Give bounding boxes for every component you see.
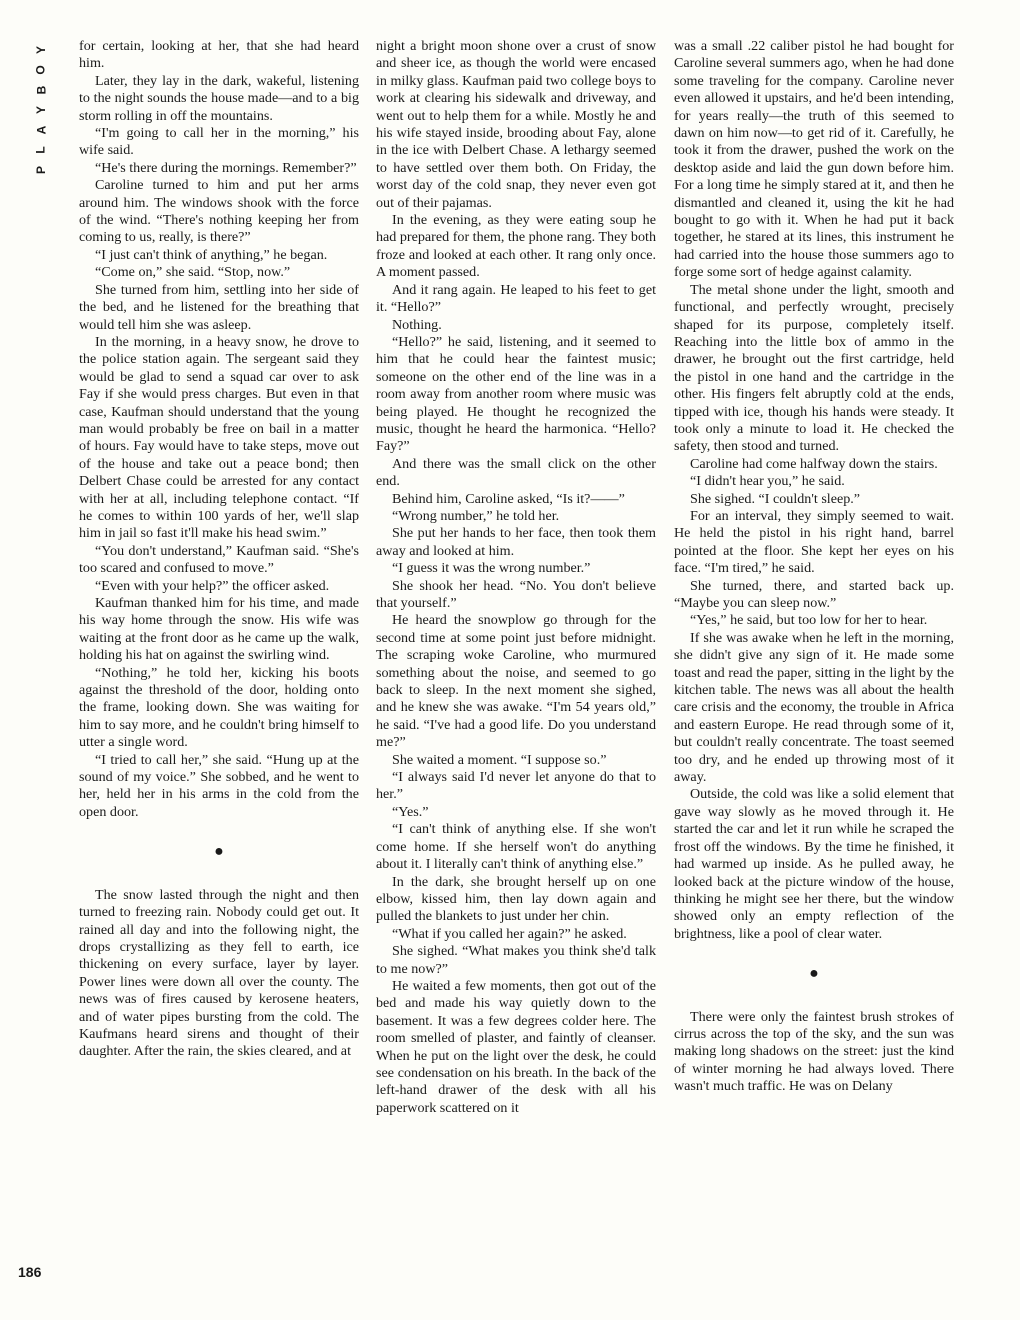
- paragraph: She turned, there, and started back up. “Maybe you can sleep now.”: [674, 577, 954, 611]
- paragraph: “I'm going to call her in the morning,” his wife said.: [79, 125, 359, 159]
- paragraph: Caroline turned to him and put her arms around him. The windows shook with the force of the wind. “There's nothing keeping her from coming to us, really, is there?”: [79, 177, 359, 246]
- masthead-letter: O: [34, 65, 48, 75]
- paragraph: Outside, the cold was like a solid element that gave way slowly as he moved through it. He started the car and let it run while he scraped the frost off the windows. By the time he finished, it had warmed up inside. As he pulled away, he looked back at the picture window of the house, thinking he might see her there, but the window showed only an empty reflection of the brightness, like a pool of clear water.: [674, 786, 954, 942]
- paragraph: “I didn't hear you,” he said.: [690, 473, 845, 490]
- paragraph: Kaufman thanked him for his time, and made his way home through the snow. His wife was waiting at the front door as he came up the walk, holding his hat on against the swirling wind.: [79, 595, 359, 664]
- text-column-1: [79, 38, 359, 1061]
- paragraph: was a small .22 caliber pistol he had bought for Caroline several summers ago, when he had done some traveling for the company. Caroline never even allowed it upstairs, and he'd been intending, for years really—the truth of this seemed to dawn on him now—to get rid of it. Carefully, he took it from the drawer, pushed the work on the desktop aside and laid the gun down before him. For a long time he simply stared at it, and then he dismantled and cleaned it, using the kit he had bought to go with it. When he had put it back together, he stared at its lines, this instrument he had carried into the house those summers ago to forge some sort of hedge against calamity.: [674, 38, 954, 281]
- paragraph: “He's there during the mornings. Remember?”: [95, 159, 357, 176]
- paragraph: “Nothing,” he told her, kicking his boots against the threshold of the door, holding onto the frame, looking down. She was waiting for him to say more, and he couldn't bring himself to utter a single word.: [79, 664, 359, 751]
- paragraph: Behind him, Caroline asked, “Is it?——”: [392, 490, 625, 507]
- magazine-masthead: [30, 40, 52, 180]
- paragraph: For an interval, they simply seemed to wait. He held the pistol in his right hand, barrel pointed at the floor. She kept her eyes on his face. “I'm tired,” he said.: [674, 507, 954, 577]
- paragraph: “I tried to call her,” she said. “Hung up at the sound of my voice.” She sobbed, and he went to her, held her in his arms in the cold from the open door.: [79, 751, 359, 820]
- paragraph: She sighed. “What makes you think she'd talk to me now?”: [376, 943, 656, 977]
- paragraph: “Even with your help?” the officer asked.: [95, 577, 330, 594]
- paragraph: “Yes,” he said, but too low for her to hear.: [690, 612, 928, 629]
- paragraph: In the morning, in a heavy snow, he drove to the police station again. The sergeant said they would be glad to send a squad car over to ask Fay if she would press charges. But even in that case, Kaufman should understand that the young man would probably be free on bail in a matter of hours. Fay would have to take steps, move out of the house and take out a peace bond; then Delbert Chase could be arrested for any contact with her at all, including telephone contact. “If he comes to within 100 yards of her, we'll slap him in jail so fast it'll make his head swim.”: [79, 333, 359, 542]
- paragraph: Caroline had come halfway down the stairs.: [690, 455, 938, 472]
- paragraph: She put her hands to her face, then took them away and looked at him.: [376, 525, 656, 559]
- paragraph: Nothing.: [392, 316, 442, 333]
- paragraph: And there was the small click on the other end.: [376, 455, 656, 490]
- paragraph: The snow lasted through the night and then turned to freezing rain. Nobody could get out. It rained all day and into the following night, the drops crystallizing as they fell to earth, ice thickening on every surface, layer by layer. Power lines were down all over the county. The news was of fires caused by kerosene heaters, and of water pipes bursting from the cold. The Kaufmans heard sirens and thought of their daughter. After the rain, the skies cleared, and at: [79, 886, 359, 1060]
- section-separator: ●: [214, 843, 224, 861]
- paragraph: And it rang again. He leaped to his feet to get it. “Hello?”: [376, 281, 656, 316]
- paragraph: He waited a few moments, then got out of the bed and made his way quietly down to the basement. It was a few degrees colder here. The room smelled of plaster, and faintly of cleanser. When he put on the light over the desk, he could see condensation on his breath. In the back of the left-hand drawer of the desk with all his paperwork scattered on it: [376, 977, 656, 1116]
- paragraph: He heard the snowplow go through for the second time at some point just before midnight. The scraping woke Caroline, who murmured something about the noise, and seemed to go back to sleep. In the next moment she sighed, and he knew she was awake. “I'm 54 years old,” he said. “I've had a good life. Do you understand me?”: [376, 612, 656, 751]
- paragraph: If she was awake when he left in the morning, she didn't give any sign of it. He made some toast and read the paper, sitting in the light by the kitchen table. The news was all about the health care crisis and the economy, the trouble in Africa and eastern Europe. He read through some of it, but couldn't really concentrate. The toast seemed too dry, and he ended up throwing most of it away.: [674, 629, 954, 786]
- paragraph: “I just can't think of anything,” he began.: [95, 246, 328, 263]
- paragraph: night a bright moon shone over a crust of snow and sheer ice, as though the world were encased in milky glass. Kaufman paid two college boys to work at clearing his sidewalk and driveway, and went out to help them for a while. Mostly he and his wife stayed inside, brooding about Fay, alone in the ice with Delbert Chase. A lethargy seemed to have settled over them both. On Friday, the worst day of the cold snap, they never even got out of their pajamas.: [376, 38, 656, 211]
- section-separator: ●: [809, 965, 819, 983]
- masthead-letter: A: [33, 125, 48, 135]
- text-column-2: [376, 38, 656, 1117]
- paragraph: “I always said I'd never let anyone do that to her.”: [376, 769, 656, 803]
- masthead-letter: L: [34, 146, 48, 154]
- paragraph: The metal shone under the light, smooth and functional, and perfectly wrought, precisely shaped for its purpose, completely itself. Reaching into the little box of ammo in the drawer, he brought out the first cartridge, held the pistol in one hand and the cartridge in the other. His fingers felt abruptly cold at the ends, tipped with ice, though his hands were steady. It took only a minute to load it. He checked the safety, then stood and turned.: [674, 281, 954, 455]
- paragraph: “I can't think of anything else. If she won't come home. If she herself won't do anything about it. I literally can't think of anything else.”: [376, 821, 656, 873]
- paragraph: for certain, looking at her, that she had heard him.: [79, 38, 359, 72]
- paragraph: She shook her head. “No. You don't believe that yourself.”: [376, 577, 656, 611]
- paragraph: “Come on,” she said. “Stop, now.”: [95, 264, 291, 281]
- text-column-3: [674, 38, 954, 1096]
- paragraph: “What if you called her again?” he asked.: [392, 925, 627, 942]
- paragraph: She waited a moment. “I suppose so.”: [392, 751, 607, 768]
- paragraph: “Yes.”: [392, 803, 429, 820]
- paragraph: She sighed. “I couldn't sleep.”: [690, 490, 861, 507]
- paragraph: In the dark, she brought herself up on one elbow, kissed him, then lay down again and pulled the blankets to just under her chin.: [376, 873, 656, 925]
- masthead-letter: P: [33, 165, 48, 175]
- paragraph: In the evening, as they were eating soup he had prepared for them, the phone rang. They both froze and looked at each other. It rang only once. A moment passed.: [376, 212, 656, 281]
- paragraph: “You don't understand,” Kaufman said. “She's too scared and confused to move.”: [79, 542, 359, 577]
- masthead-letter: Y: [33, 45, 48, 55]
- page-number: 186: [18, 1264, 42, 1280]
- masthead-letter: Y: [33, 105, 48, 115]
- paragraph: There were only the faintest brush strokes of cirrus across the top of the sky, and the sun was making long shadows on the street: just the kind of winter morning he had always loved. There wasn't much traffic. He was on Delany: [674, 1008, 954, 1095]
- paragraph: “I guess it was the wrong number.”: [392, 560, 591, 577]
- paragraph: She turned from him, settling into her side of the bed, and he listened for the breathing that would tell him she was asleep.: [79, 281, 359, 333]
- paragraph: Later, they lay in the dark, wakeful, listening to the night sounds the house made—and to a big storm rolling in off the mountains.: [79, 72, 359, 124]
- paragraph: “Wrong number,” he told her.: [392, 507, 560, 524]
- paragraph: “Hello?” he said, listening, and it seemed to him that he could hear the faintest music; someone on the other end of the line was in a room away from another room where music was being played. He thought he recognized the music, thought he heard the harmonica. “Hello? Fay?”: [376, 333, 656, 455]
- masthead-letter: B: [33, 85, 48, 95]
